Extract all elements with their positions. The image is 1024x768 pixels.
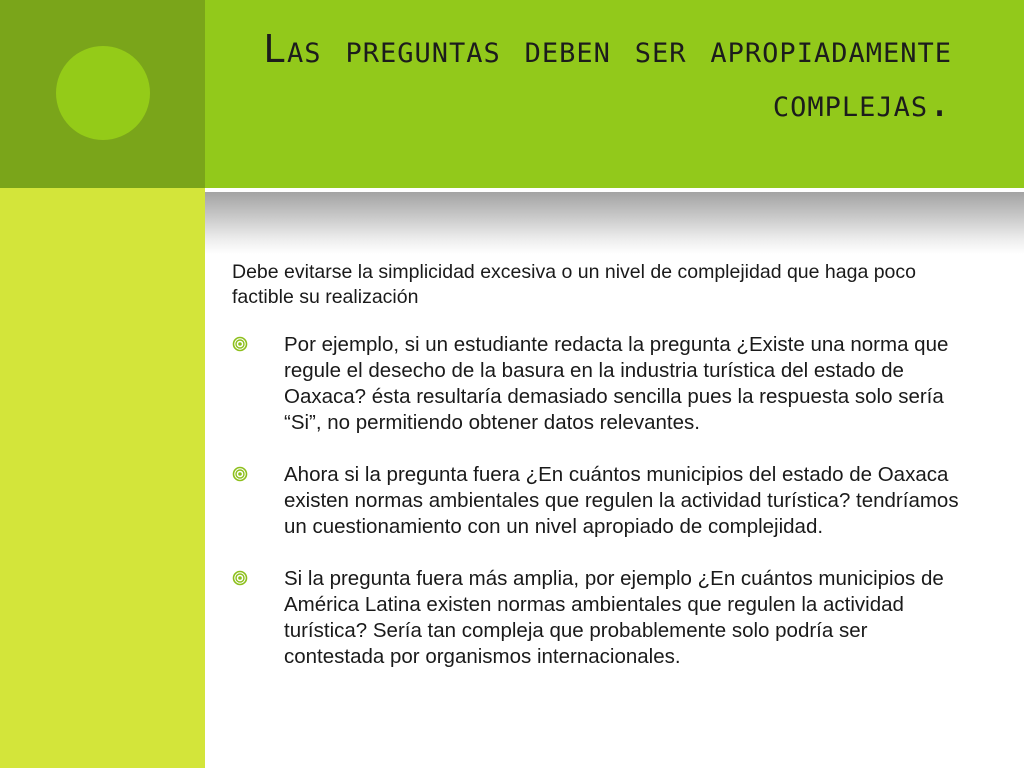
bullet-list — [232, 332, 967, 670]
bullet-item — [232, 462, 967, 540]
corner-decoration-block — [0, 0, 205, 188]
left-accent-bar — [0, 188, 205, 768]
bullet-item — [232, 332, 967, 436]
title-band — [205, 0, 1024, 188]
concentric-circle-bullet-icon — [232, 566, 284, 586]
bullet-text: Si la pregunta fuera más amplia, por ejemplo ¿En cuántos municipios de América Latina existen normas ambientales que regulen la actividad turística? Sería tan compleja que probablemente solo podría ser contestada por organismos internacionales. — [284, 567, 944, 668]
bullet-text: Por ejemplo, si un estudiante redacta la pregunta ¿Existe una norma que regule el desecho de la basura en la industria turística del estado de Oaxaca? ésta resultaría demasiado sencilla pues la respuesta solo sería “Si”, no permitiendo obtener datos relevantes. — [284, 333, 949, 434]
decorative-circle-icon — [56, 46, 150, 140]
bullet-item — [232, 566, 967, 670]
slide-title: Las preguntas deben ser apropiadamente complejas. — [263, 27, 952, 125]
slide-body — [232, 260, 967, 670]
concentric-circle-bullet-icon — [232, 462, 284, 482]
intro-text: Debe evitarse la simplicidad excesiva o un nivel de complejidad que haga poco factible su realización — [232, 261, 916, 308]
concentric-circle-bullet-icon — [232, 332, 284, 352]
bullet-text: Ahora si la pregunta fuera ¿En cuántos municipios del estado de Oaxaca existen normas ambientales que regulen la actividad turística? tendríamos un cuestionamiento con un nivel apropiado de complejidad. — [284, 463, 959, 538]
gradient-band — [205, 192, 1024, 254]
